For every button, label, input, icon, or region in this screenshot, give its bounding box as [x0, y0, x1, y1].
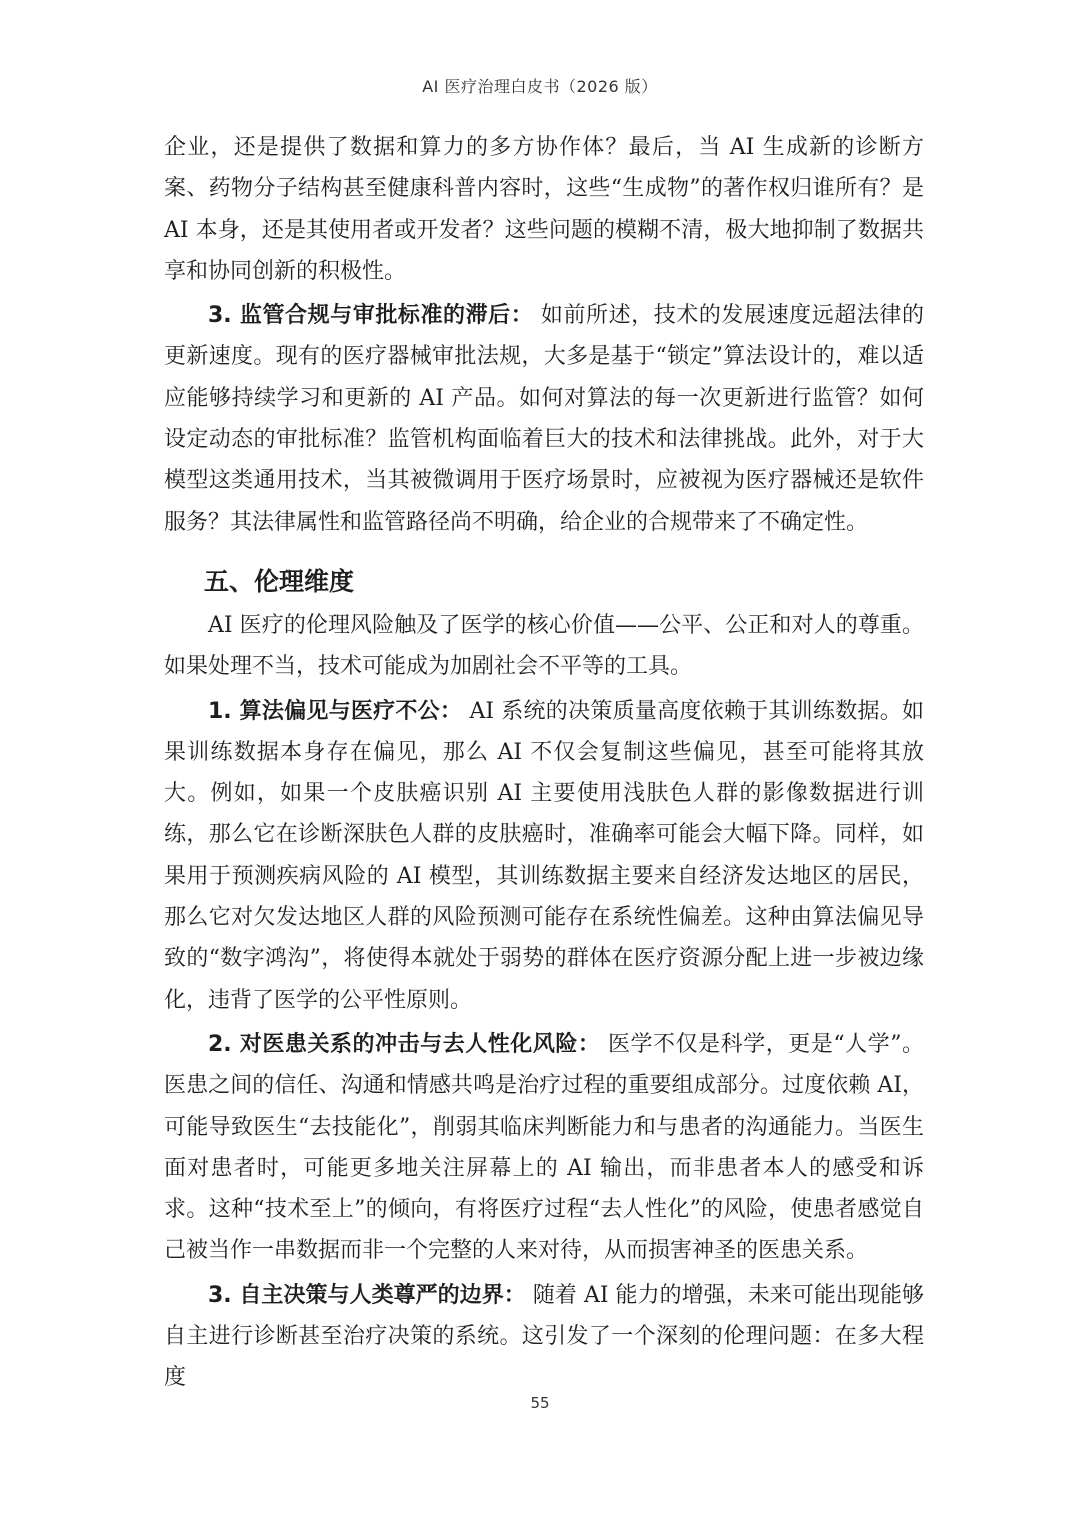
- item-heading: 2. 对医患关系的冲击与去人性化风险：: [208, 1031, 601, 1057]
- item-doctor-patient-relation: [164, 1024, 924, 1272]
- section-heading: 五、伦理维度: [204, 566, 355, 596]
- paragraph-continuation: 企业，还是提供了数据和算力的多方协作体？最后，当 AI 生成新的诊断方案、药物分子结构甚至健康科普内容时，这些“生成物”的著作权归谁所有？是 AI 本身，还是其使用者或开发者？这些问题的模糊不清，极大地抑制了数据共享和协同创新的积极性。: [164, 135, 924, 284]
- item-heading: 1. 算法偏见与医疗不公：: [208, 698, 463, 724]
- item-algorithm-bias: [164, 691, 924, 1021]
- item-autonomous-decision: [164, 1275, 924, 1399]
- item-text: 医学不仅是科学，更是“人学”。医患之间的信任、沟通和情感共鸣是治疗过程的重要组成部分。过度依赖 AI，可能导致医生“去技能化”，削弱其临床判断能力和与患者的沟通能力。当医生面对患者时，可能更多地关注屏幕上的 AI 输出，而非患者本人的感受和诉求。这种“技术至上”的倾向，有将医疗过程“去人性化”的风险，使患者感觉自己被当作一串数据而非一个完整的人来对待，从而损害神圣的医患关系。: [164, 1031, 924, 1264]
- item-heading: 3. 监管合规与审批标准的滞后：: [208, 303, 534, 329]
- page-number: 55: [530, 1394, 550, 1412]
- item-heading: 3. 自主决策与人类尊严的边界：: [208, 1282, 526, 1308]
- page-body: [164, 127, 924, 1402]
- item-text: AI 系统的决策质量高度依赖于其训练数据。如果训练数据本身存在偏见，那么 AI 不仅会复制这些偏见，甚至可能将其放大。例如，如果一个皮肤癌识别 AI 主要使用浅肤色人群的影像数据进行训练，那么它在诊断深肤色人群的皮肤癌时，准确率可能会大幅下降。同样，如果用于预测疾病风险的 AI 模型，其训练数据主要来自经济发达地区的居民，那么它对欠发达地区人群的风险预测可能存在系统性偏差。这种由算法偏见导致的“数字鸿沟”，将使得本就处于弱势的群体在医疗资源分配上进一步被边缘化，违背了医学的公平性原则。: [164, 698, 924, 1013]
- item-text: 如前所述，技术的发展速度远超法律的更新速度。现有的医疗器械审批法规，大多是基于“锁定”算法设计的，难以适应能够持续学习和更新的 AI 产品。如何对算法的每一次更新进行监管？如何设定动态的审批标准？监管机构面临着巨大的技术和法律挑战。此外，对于大模型这类通用技术，当其被微调用于医疗场景时，应被视为医疗器械还是软件服务？其法律属性和监管路径尚不明确，给企业的合规带来了不确定性。: [164, 303, 924, 535]
- section-intro: AI 医疗的伦理风险触及了医学的核心价值——公平、公正和对人的尊重。如果处理不当，技术可能成为加剧社会不平等的工具。: [164, 612, 924, 680]
- item-regulation-lag: [164, 295, 924, 543]
- item-text: 随着 AI 能力的增强，未来可能出现能够自主进行诊断甚至治疗决策的系统。这引发了一个深刻的伦理问题：在多大程度: [164, 1282, 924, 1391]
- running-header: AI 医疗治理白皮书（2026 版）: [422, 77, 658, 96]
